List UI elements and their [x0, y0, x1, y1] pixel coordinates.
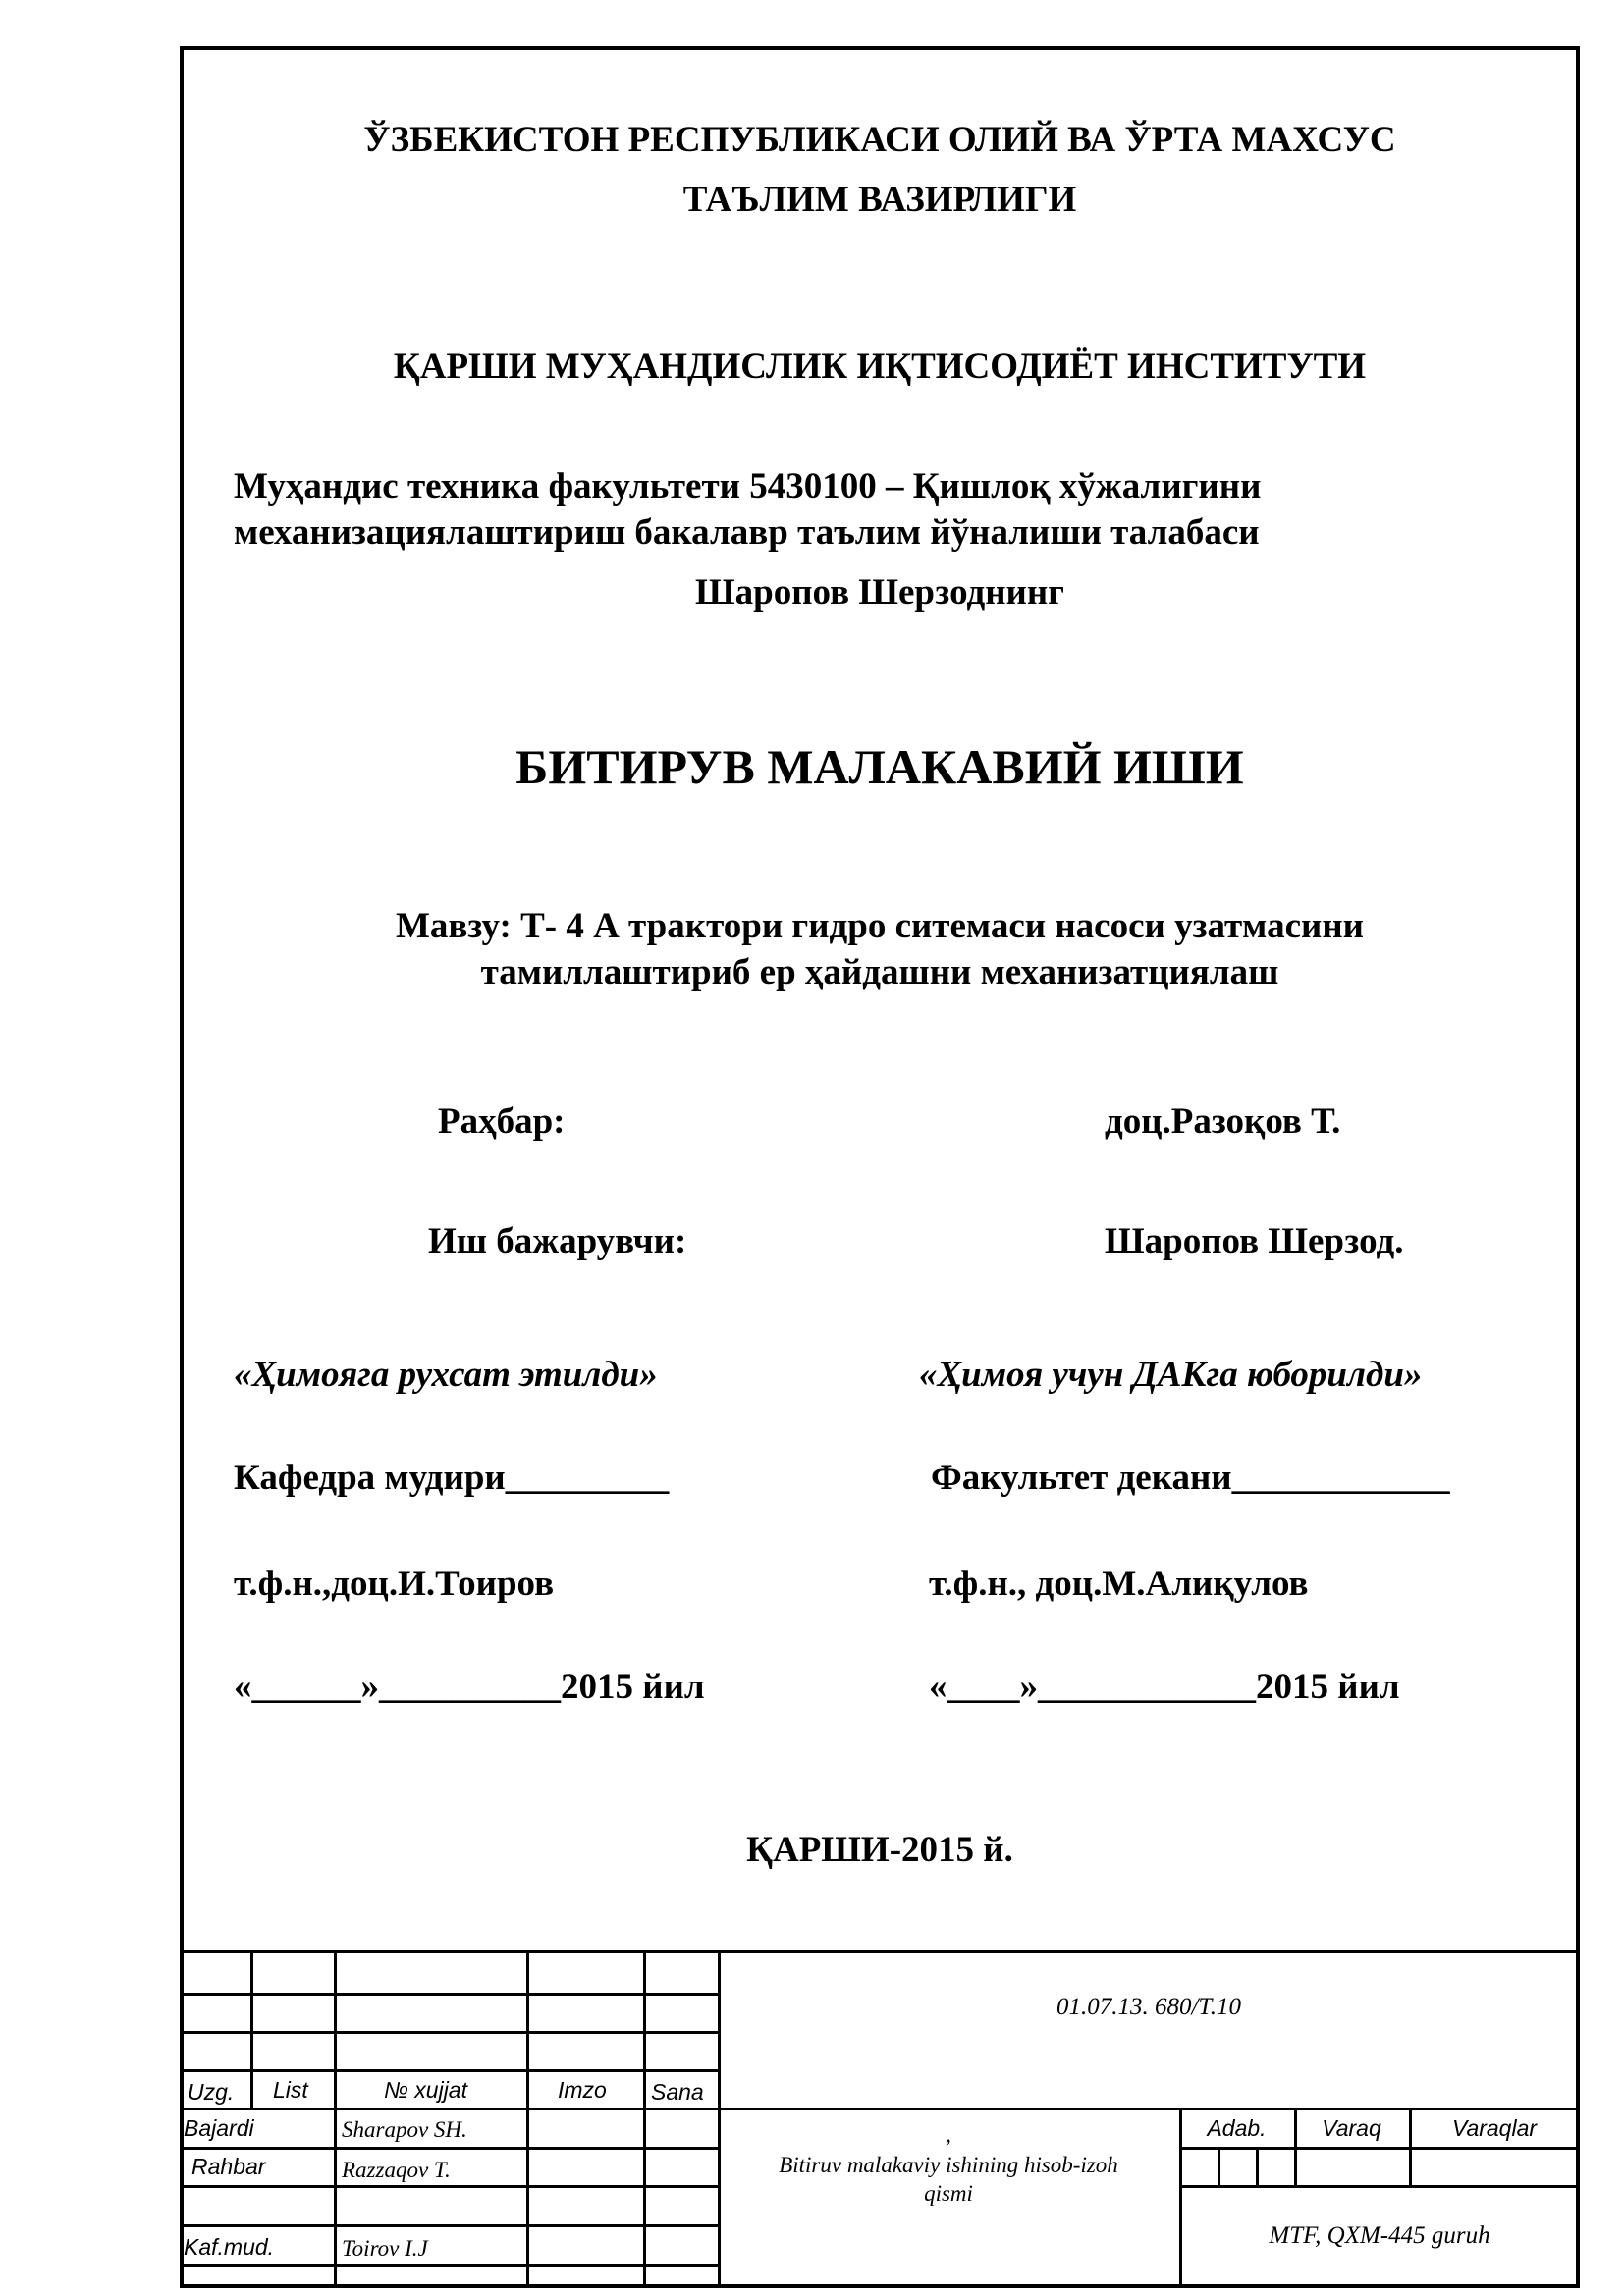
- place-year: ҚАРШИ-2015 й.: [746, 1830, 1013, 1870]
- row-role-executor: Bajardi: [184, 2115, 254, 2141]
- col-header-uzg: Uzg.: [188, 2079, 235, 2105]
- topic-line-1: Мавзу: Т- 4 А трактори гидро ситемаси насоси узатмасини: [396, 906, 1364, 946]
- sent-to-commission-heading: «Ҳимоя учун ДАКга юборилди»: [919, 1355, 1423, 1395]
- ministry-line-1: ЎЗБЕКИСТОН РЕСПУБЛИКАСИ ОЛИЙ ВА ЎРТА МАХСУС: [363, 120, 1396, 160]
- faculty-dean-name: т.ф.н., доц.М.Алиқулов: [929, 1564, 1309, 1604]
- sheets-label: Varaqlar: [1451, 2115, 1538, 2141]
- performer-label: Иш бажарувчи:: [428, 1221, 687, 1261]
- stamp-vline: [1218, 2147, 1220, 2185]
- group-label: MTF, QXM-445 guruh: [1269, 2222, 1490, 2249]
- col-header-date: Sana: [651, 2079, 704, 2105]
- doc-title-line-1: Bitiruv malakaviy ishining hisob-izoh: [779, 2153, 1118, 2177]
- doc-title-comma: ,: [946, 2122, 951, 2147]
- sheet-label: Varaq: [1322, 2115, 1381, 2141]
- adab-label: Adab.: [1207, 2115, 1267, 2141]
- stamp-vline: [334, 1950, 337, 2288]
- stamp-hline: [180, 2031, 718, 2034]
- row-name-department-head: Toirov I.J: [342, 2236, 428, 2261]
- row-role-department-head: Kaf.mud.: [184, 2234, 275, 2260]
- stamp-hline: [1179, 2147, 1580, 2150]
- document-title: БИТИРУВ МАЛАКАВИЙ ИШИ: [515, 739, 1244, 794]
- supervisor-label: Раҳбар:: [438, 1101, 566, 1142]
- right-date-line: «____»____________2015 йил: [929, 1667, 1400, 1707]
- stamp-hline: [180, 2069, 718, 2072]
- department-head-name: т.ф.н.,доц.И.Тоиров: [234, 1564, 555, 1604]
- stamp-hline: [180, 2147, 718, 2150]
- student-name: Шаропов Шерзоднинг: [695, 572, 1064, 613]
- stamp-vline: [1256, 2147, 1259, 2185]
- row-name-supervisor: Razzaqov T.: [342, 2158, 451, 2182]
- faculty-line-2: механизациялаштириш бакалавр таълим йўналиши талабаси: [234, 512, 1260, 553]
- performer-name: Шаропов Шерзод.: [1105, 1221, 1404, 1261]
- institute-name: ҚАРШИ МУҲАНДИСЛИК ИҚТИСОДИЁТ ИНСТИТУТИ: [393, 347, 1367, 387]
- topic-line-2: тамиллаштириб ер ҳайдашни механизатциялаш: [480, 952, 1279, 992]
- col-header-signature: Imzo: [558, 2077, 607, 2103]
- stamp-hline: [180, 2185, 718, 2188]
- supervisor-name: доц.Разоқов Т.: [1105, 1101, 1341, 1142]
- row-role-supervisor: Rahbar: [191, 2154, 266, 2179]
- stamp-hline: [180, 2264, 718, 2267]
- title-block: [180, 1950, 1580, 2288]
- department-head-line: Кафедра мудири_________: [234, 1458, 670, 1498]
- row-name-executor: Sharapov SH.: [342, 2117, 467, 2142]
- faculty-dean-line: Факультет декани____________: [931, 1458, 1450, 1498]
- defense-permitted-heading: «Ҳимояга рухсат этилди»: [234, 1355, 658, 1395]
- document-code: 01.07.13. 680/Т.10: [1056, 1994, 1242, 2020]
- stamp-hline: [1179, 2185, 1580, 2188]
- stamp-vline: [643, 1950, 646, 2288]
- stamp-vline: [526, 1950, 529, 2288]
- stamp-hline: [180, 2224, 718, 2227]
- stamp-top-line: [180, 1950, 1580, 1953]
- faculty-line-1: Муҳандис техника факультети 5430100 – Қишлоқ хўжалигини: [234, 466, 1262, 507]
- ministry-line-2: ТАЪЛИМ ВАЗИРЛИГИ: [682, 180, 1077, 220]
- left-date-line: «______»__________2015 йил: [234, 1667, 705, 1707]
- stamp-hline: [180, 2108, 1580, 2110]
- stamp-hline: [180, 1993, 718, 1996]
- col-header-list: List: [273, 2077, 308, 2103]
- col-header-doc-number: № xujjat: [384, 2077, 467, 2103]
- stamp-vline: [250, 1950, 253, 2108]
- doc-title-line-2: qismi: [924, 2181, 973, 2206]
